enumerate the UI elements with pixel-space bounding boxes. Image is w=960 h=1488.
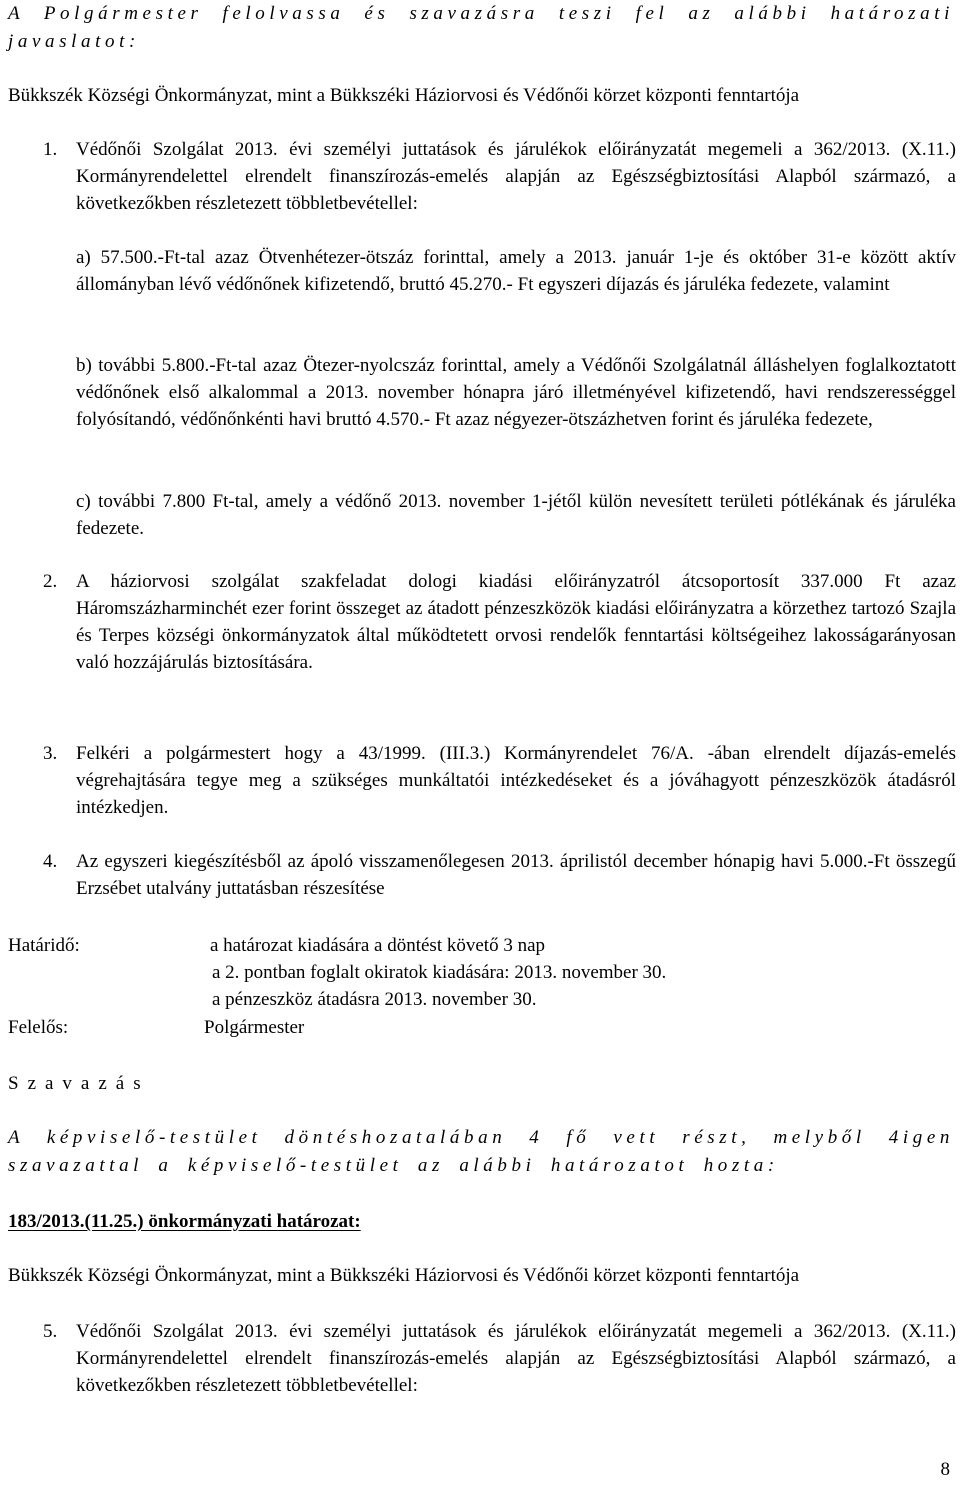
- item-3-text: Felkéri a polgármestert hogy a 43/1999. (III.3.) Kormányrendelet 76/A. -ában elrendelt díjazás-emelés végrehajtására tegye meg a szükséges munkáltatói intézkedéseket és a jóváhagyott pénzeszközök átadásról intézkedjen.: [76, 743, 956, 818]
- subitem-b: b) további 5.800.-Ft-tal azaz Ötezer-nyolcszáz forinttal, amely a Védőnői Szolgálatnál álláshelyen foglalkoztatott védőnőnek első alkalommal a 2013. november hónapra járó illetményével kifizetendő, havi rendszerességgel folyósítandó, védőnőnkénti havi bruttó 4.570.- Ft azaz négyezer-ötszázhetven forint és járuléka fedezete,: [76, 355, 956, 430]
- item-5-text: Védőnői Szolgálat 2013. évi személyi juttatások és járulékok előirányzatát megemeli a 362/2013. (X.11.) Kormányrendelettel elrendelt finanszírozás-emelés alapján az Egészségbiztosítási Alapból származó, a következőkben részletezett többletbevétellel:: [76, 1321, 956, 1396]
- maintainer-line: Bükkszék Községi Önkormányzat, mint a Bükkszéki Háziorvosi és Védőnői körzet központi fenntartója: [8, 85, 800, 106]
- responsible-value: Polgármester: [204, 1017, 305, 1038]
- deadline-line-1: a határozat kiadására a döntést követő 3 nap: [210, 935, 545, 956]
- vote-result: A képviselő-testület döntéshozatalában 4 fő vett részt, melyből 4igen szavazattal a képviselő-testület az alábbi határozatot hozta:: [8, 1127, 954, 1176]
- item-1-text: Védőnői Szolgálat 2013. évi személyi juttatások és járulékok előirányzatát megemeli a 362/2013. (X.11.) Kormányrendelettel elrendelt finanszírozás-emelés alapján az Egészségbiztosítási Alapból származó, a következőkben részletezett többletbevétellel:: [76, 139, 956, 214]
- responsible-label: Felelős:: [8, 1017, 69, 1038]
- item-5-number: 5.: [43, 1321, 58, 1342]
- deadline-line-3: a pénzeszköz átadásra 2013. november 30.: [212, 989, 537, 1010]
- subitem-a: a) 57.500.-Ft-tal azaz Ötvenhétezer-ötszáz forinttal, amely a 2013. január 1-je és október 31-e között aktív állományban lévő védőnőnek kifizetendő, bruttó 45.270.- Ft egyszeri díjazás és járuléka fedezete, valamint: [76, 247, 956, 295]
- proposal-intro: A Polgármester felolvassa és szavazásra teszi fel az alábbi határozati javaslatot:: [8, 3, 954, 52]
- subitem-c: c) további 7.800 Ft-tal, amely a védőnő 2013. november 1-jétől külön nevesített területi pótlékának és járuléka fedezete.: [76, 491, 956, 539]
- item-2-number: 2.: [43, 571, 58, 592]
- deadline-label: Határidő:: [8, 935, 80, 956]
- vote-heading: Szavazás: [8, 1073, 150, 1094]
- item-4-number: 4.: [43, 851, 58, 872]
- deadline-line-2: a 2. pontban foglalt okiratok kiadására: 2013. november 30.: [212, 962, 667, 983]
- page-number: 8: [940, 1459, 950, 1480]
- maintainer-line-2: Bükkszék Községi Önkormányzat, mint a Bükkszéki Háziorvosi és Védőnői körzet központi fenntartója: [8, 1265, 800, 1286]
- resolution-title: 183/2013.(11.25.) önkormányzati határozat:: [8, 1211, 361, 1232]
- item-4-text: Az egyszeri kiegészítésből az ápoló visszamenőlegesen 2013. áprilistól december hónapig havi 5.000.-Ft összegű Erzsébet utalvány juttatásban részesítése: [76, 851, 956, 899]
- item-1-number: 1.: [43, 139, 58, 160]
- item-2-text: A háziorvosi szolgálat szakfeladat dologi kiadási előirányzatról átcsoportosít 337.000 Ft azaz Háromszázharminchét ezer forint összeget az átadott pénzeszközök kiadási előirányzatra a körzethez tartozó Szajla és Terpes községi önkormányzatok által működtetett orvosi rendelők fenntartási költségeihez lakosságarányosan való hozzájárulás biztosítására.: [76, 571, 956, 673]
- item-3-number: 3.: [43, 743, 58, 764]
